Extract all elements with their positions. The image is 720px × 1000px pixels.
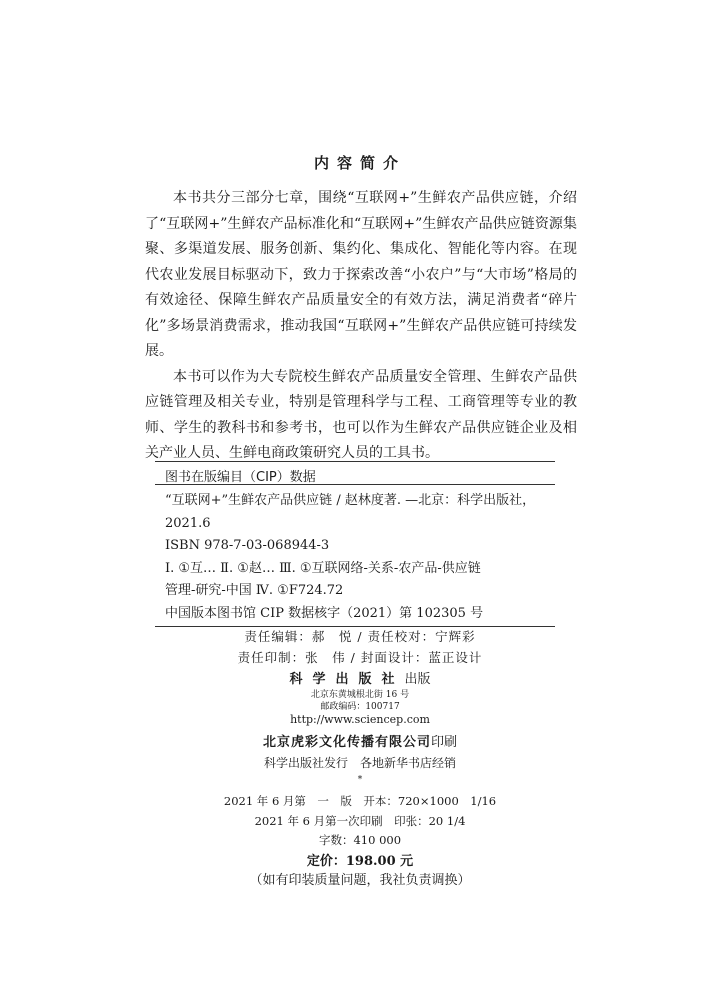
summary-paragraph-2: 本书可以作为大专院校生鲜农产品质量安全管理、生鲜农产品供应链管理及相关专业，特别是管理科学与工程、工商管理等专业的教师、学生的教科书和参考书，也可以作为生鲜农产品供应链企业及相关产业人员、生鲜电商政策研究人员的工具书。 (145, 368, 577, 461)
cip-record-number: 中国版本图书馆 CIP 数据核字（2021）第 102305 号 (165, 605, 484, 621)
cip-line: 2021.6 (165, 515, 211, 531)
quality-notice: （如有印装质量问题，我社负责调换） (249, 873, 471, 888)
cip-line: 管理-研究-中国 Ⅳ. ①F724.72 (165, 583, 344, 599)
cip-top-rule (155, 461, 555, 462)
word-count: 字数：410 000 (318, 833, 402, 847)
publisher-url: http://www.sciencep.com (290, 713, 430, 726)
printer-suffix: 印刷 (431, 735, 458, 750)
credits-editor: 责任编辑：郝 悦 / 责任校对：宁辉彩 (244, 629, 476, 644)
edition-line: 2021 年 6 月第 一 版 开本：720×1000 1/16 (223, 794, 497, 808)
distribution-line: 科学出版社发行 各地新华书店经销 (263, 756, 456, 770)
printer-line (0, 731, 720, 750)
cip-heading-rule (155, 484, 555, 485)
separator-star: * (357, 775, 363, 785)
publisher-postal-code: 邮政编码：100717 (320, 702, 400, 712)
credits-printing: 责任印制：张 伟 / 封面设计：蓝正设计 (237, 650, 483, 665)
content-summary (145, 186, 577, 467)
cip-line: “互联网+”生鲜农产品供应链 / 赵林度著. —北京：科学出版社， (165, 493, 536, 508)
publisher-address: 北京东黄城根北街 16 号 (310, 690, 410, 700)
printer-name: 北京虎彩文化传播有限公司 (262, 735, 431, 750)
cip-isbn: ISBN 978-7-03-068944-3 (165, 538, 330, 554)
publisher-logo-text: 科学出版社 (289, 672, 405, 687)
cip-heading: 图书在版编目（CIP）数据 (165, 470, 316, 485)
publisher-suffix: 出版 (404, 672, 431, 687)
publisher-line (0, 668, 720, 687)
cip-line: Ⅰ. ①互… Ⅱ. ①赵… Ⅲ. ①互联网络-关系-农产品-供应链 (165, 560, 481, 576)
page-title: 内容简介 (313, 154, 406, 172)
summary-paragraph-1: 本书共分三部分七章，围绕“互联网+”生鲜农产品供应链，介绍了“互联网+”生鲜农产品标准化和“互联网+”生鲜农产品供应链资源集聚、多渠道发展、服务创新、集约化、集成化、智能化等内容。在现代农业发展目标驱动下，致力于探索改善“小农户”与“大市场”格局的有效途径、保障生鲜农产品质量安全的有效方法，满足消费者“碎片化”多场景消费需求，推动我国“互联网+”生鲜农产品供应链可持续发展。 (145, 190, 577, 359)
printing-line: 2021 年 6 月第一次印刷 印张：20 1/4 (254, 814, 466, 828)
cip-data-block (165, 490, 557, 626)
price: 定价：198.00 元 (306, 854, 414, 869)
